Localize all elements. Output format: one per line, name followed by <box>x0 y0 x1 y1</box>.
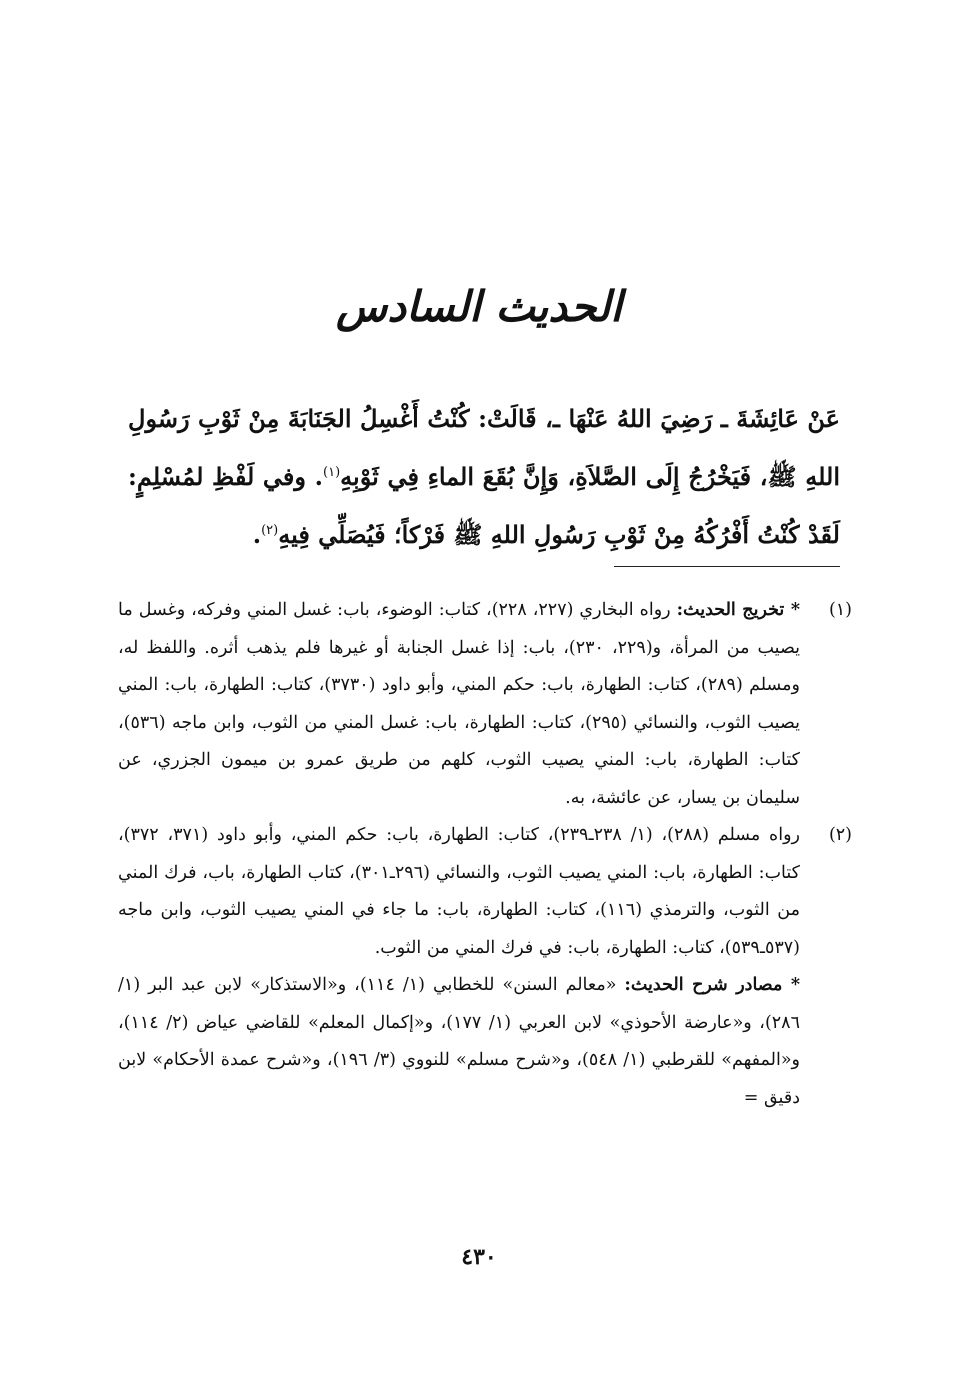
footnote-ref-1[interactable]: (١) <box>323 465 341 480</box>
hadith-muslim-wording: . وفي لَفْظِ لمُسْلِمٍ: لَقَدْ كُنْتُ أَفْرُكُهُ مِنْ ثَوْبِ رَسُولِ اللهِ ﷺ فَرْكاً؛ فَيُصَلِّي فِيهِ <box>128 462 840 549</box>
hadith-main: عَنْ عَائِشَةَ ـ رَضِيَ اللهُ عَنْهَا ـ، قَالَتْ: كُنْتُ أَغْسِلُ الجَنَابَةَ مِنْ ثَوْبِ رَسُولِ اللهِ ﷺ، فَيَخْرُجُ إِلَى الصَّلاَةِ، وَإِنَّ بُقَعَ الماءِ فِي ثَوْبِهِ <box>128 404 840 491</box>
hadith-end: . <box>252 520 262 549</box>
sources-heading: * مصادر شرح الحديث: <box>624 975 800 995</box>
footnote-number: (٢) <box>828 825 852 845</box>
footnote-body: رواه البخاري (٢٢٧، ٢٢٨)، كتاب: الوضوء، باب: غسل المني وفركه، وغسل ما يصيب من المرأة، و(٢٢٩، ٢٣٠)، باب: إذا غسل الجنابة أو غيرها فلم يذهب أثره. واللفظ له، ومسلم (٢٨٩)، كتاب: الطهارة، باب: حكم المني، وأبو داود (٣٧٣٠)، كتاب: الطهارة، باب: المني يصيب الثوب، والنسائي (٢٩٥)، كتاب: الطهارة، باب: غسل المني من الثوب، وابن ماجه (٥٣٦)، كتاب: الطهارة، باب: المني يصيب الثوب، كلهم من طريق عمرو بن ميمون الجزري، عن سليمان بن يسار، عن عائشة، به. <box>118 600 800 808</box>
footnote-number: (١) <box>828 600 852 620</box>
page-number: ٤٣٠ <box>461 1244 497 1270</box>
chapter-title: الحديث السادس <box>336 282 622 331</box>
footnote-2 <box>118 817 852 967</box>
footnotes <box>118 592 852 1117</box>
footnote-text: رواه مسلم (٢٨٨)، (١/ ٢٣٨ـ٢٣٩)، كتاب: الطهارة، باب: حكم المني، وأبو داود (٣٧١، ٣٧٢)، كتاب: الطهارة، باب: المني يصيب الثوب، والنسائي (٢٩٦ـ٣٠١)، كتاب الطهارة، باب، فرك المني من الثوب، والترمذي (١١٦)، كتاب: الطهارة، باب: ما جاء في المني يصيب الثوب، وابن ماجه (٥٣٧ـ٥٣٩)، كتاب: الطهارة، باب: في فرك المني من الثوب. <box>118 825 800 958</box>
footnote-1 <box>118 592 852 817</box>
sources-body: «معالم السنن» للخطابي (١/ ١١٤)، و«الاستذكار» لابن عبد البر (١/ ٢٨٦)، و«عارضة الأحوذي» لابن العربي (١/ ١٧٧)، و«إكمال المعلم» للقاضي عياض (٢/ ١١٤)، و«المفهم» للقرطبي (١/ ٥٤٨)، و«شرح مسلم» للنووي (٣/ ١٩٦)، و«شرح عمدة الأحكام» لابن دقيق = <box>118 975 800 1108</box>
footnote-text <box>118 592 800 817</box>
footnote-ref-2[interactable]: (٢) <box>261 523 279 538</box>
commentary-sources <box>118 967 800 1117</box>
hadith-text <box>128 392 840 562</box>
footnote-heading: * تخريج الحديث: <box>676 600 800 620</box>
footnote-divider <box>614 566 840 567</box>
